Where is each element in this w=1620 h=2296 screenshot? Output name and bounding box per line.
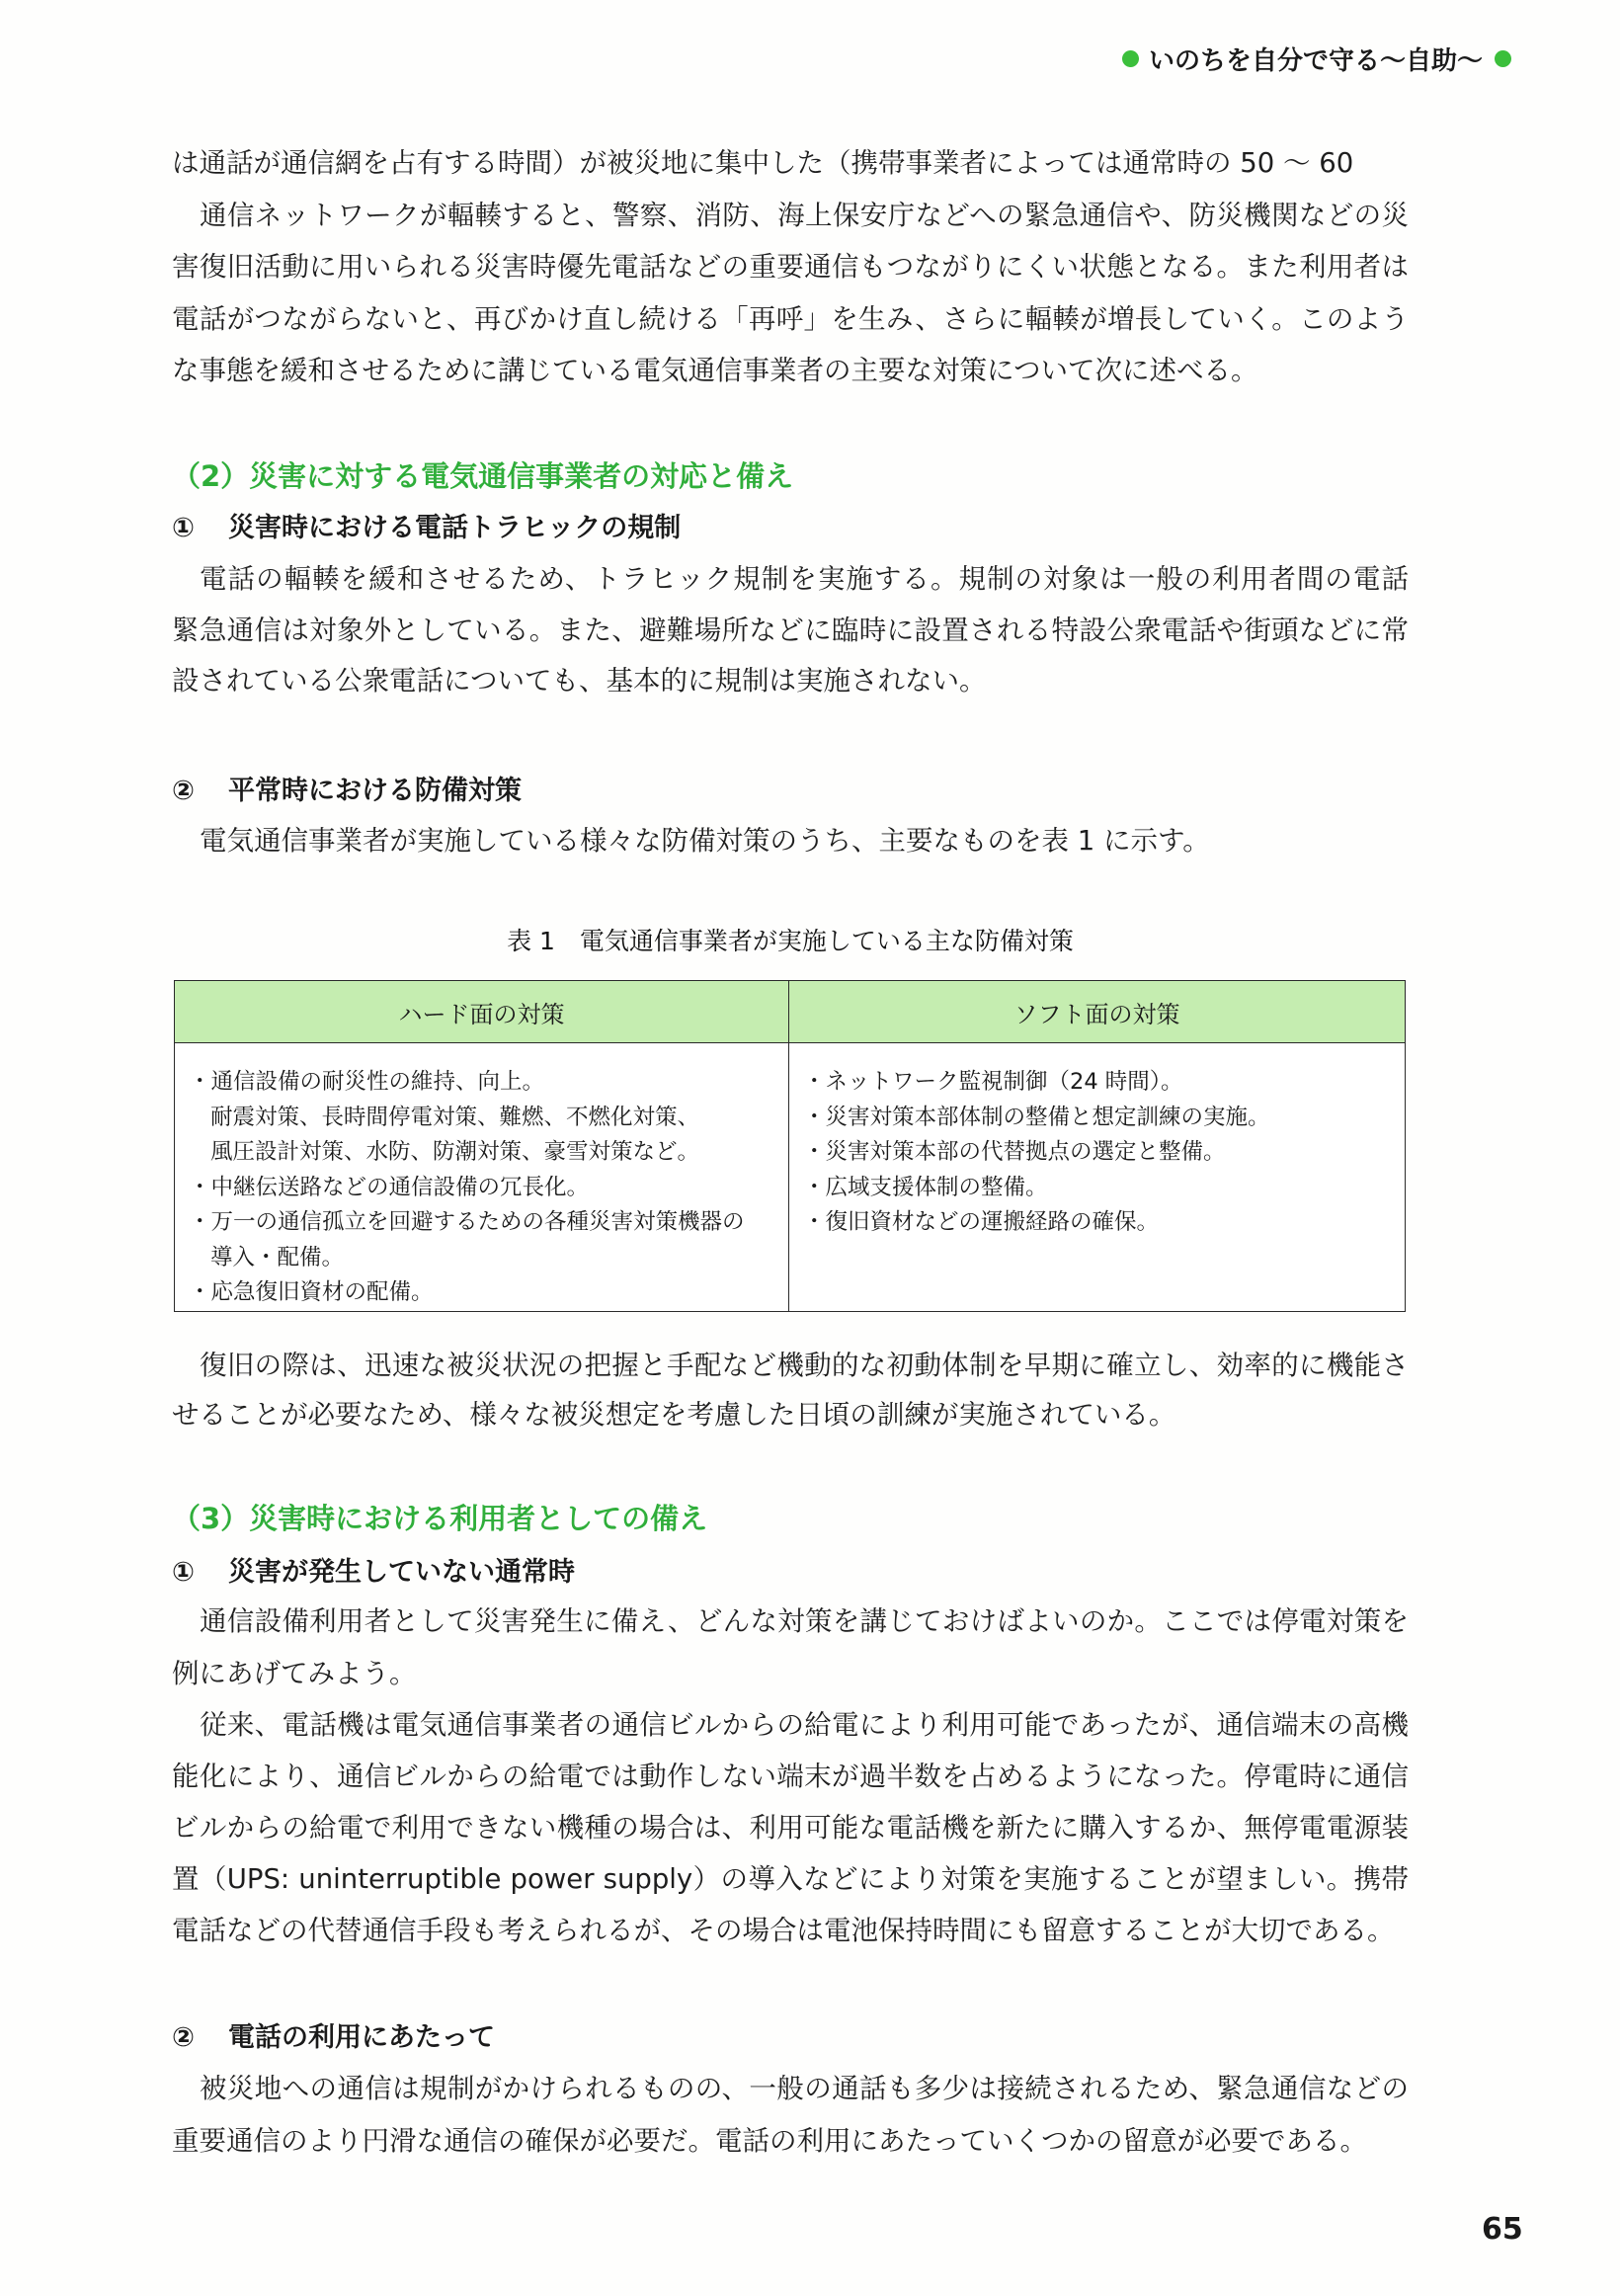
- paragraph-line: 復旧の際は、迅速な被災状況の把握と手配など機動的な初動体制を早期に確立し、効率的に機能さ: [200, 1350, 1409, 1381]
- list-item: ・中継伝送路などの通信設備の冗長化。: [189, 1174, 590, 1200]
- paragraph-line: 電話などの代替通信手段も考えられるが、その場合は電池保持時間にも留意することが大切である。: [172, 1915, 1395, 1946]
- paragraph-power-outage: [172, 1699, 1409, 1956]
- paragraph-recovery: [172, 1341, 1409, 1439]
- list-item: ・広域支援体制の整備。: [803, 1174, 1048, 1200]
- paragraph-line: は通話が通信網を占有する時間）が被災地に集中した（携帯事業者によっては通常時の 50 〜 60: [172, 147, 1354, 179]
- countermeasures-table: [174, 980, 1406, 1312]
- paragraph-line: 害復旧活動に用いられる災害時優先電話などの重要通信もつながりにくい状態となる。また利用者は: [172, 251, 1409, 283]
- paragraph-line: 電話がつながらないと、再びかけ直し続ける「再呼」を生み、さらに輻輳が増長していく。このよう: [172, 302, 1409, 335]
- paragraph-line: 電話の輻輳を緩和させるため、トラヒック規制を実施する。規制の対象は一般の利用者間の電話: [200, 563, 1409, 595]
- list-item-continuation: 耐震対策、長時間停電対策、難燃、不燃化対策、: [210, 1104, 700, 1130]
- paragraph-line: 設されている公衆電話についても、基本的に規制は実施されない。: [172, 665, 987, 697]
- list-item: ・災害対策本部体制の整備と想定訓練の実施。: [803, 1104, 1270, 1130]
- table-caption: 表 1 電気通信事業者が実施している主な防備対策: [507, 927, 1074, 955]
- paragraph-line: 置（UPS: uninterruptible power supply）の導入などにより対策を実施することが望ましい。携帯: [172, 1863, 1409, 1895]
- list-item: ・復旧資材などの運搬経路の確保。: [803, 1209, 1160, 1235]
- paragraph-line: 能化により、通信ビルからの給電では動作しない端末が過半数を占めるようになった。停電時に通信: [172, 1761, 1409, 1792]
- paragraph-prevention: [172, 815, 1409, 866]
- table-header-soft: ソフト面の対策: [789, 981, 1406, 1043]
- paragraph-line: 電気通信事業者が実施している様々な防備対策のうち、主要なものを表 1 に示す。: [200, 825, 1210, 857]
- table-header-hard: ハード面の対策: [175, 981, 789, 1043]
- paragraph-power-outage-intro: [172, 1596, 1409, 1699]
- paragraph-line: 被災地への通信は規制がかけられるものの、一般の通話も多少は接続されるため、緊急通信などの: [200, 2073, 1409, 2104]
- subsection-heading: [172, 2016, 1409, 2060]
- green-dot-icon: [1495, 50, 1511, 67]
- subsection-marker: ②: [172, 776, 195, 806]
- subsection-title: 災害が発生していない通常時: [228, 1557, 575, 1588]
- subsection-title: 平常時における防備対策: [228, 776, 522, 806]
- subsection-heading: [172, 770, 1409, 813]
- section-heading: （3）災害時における利用者としての備え: [172, 1502, 708, 1535]
- list-item: ・応急復旧資材の配備。: [189, 1279, 434, 1305]
- subsection-marker: ②: [172, 2022, 195, 2053]
- subsection-title: 災害時における電話トラヒックの規制: [228, 513, 682, 543]
- paragraph-line: 緊急通信は対象外としている。また、避難場所などに臨時に設置される特設公衆電話や街頭などに常: [172, 614, 1409, 646]
- list-item: ・万一の通信孤立を回避するための各種災害対策機器の: [189, 1209, 745, 1235]
- subsection-heading: [172, 1551, 1409, 1595]
- running-title: いのちを自分で守る〜自助〜: [1148, 45, 1483, 76]
- subsection-title: 電話の利用にあたって: [228, 2022, 495, 2053]
- paragraph-continuation: [172, 137, 1409, 190]
- paragraph-line: 重要通信のより円滑な通信の確保が必要だ。電話の利用にあたっていくつかの留意が必要である。: [172, 2124, 1367, 2157]
- section-heading: （2）災害に対する電気通信事業者の対応と備え: [172, 459, 794, 493]
- paragraph-line: 通信設備利用者として災害発生に備え、どんな対策を講じておけばよいのか。ここでは停電対策を: [200, 1605, 1409, 1637]
- list-item: ・ネットワーク監視制御（24 時間）。: [803, 1069, 1183, 1095]
- paragraph-line: な事態を緩和させるために講じている電気通信事業者の主要な対策について次に述べる。: [172, 355, 1258, 386]
- paragraph-line: ビルからの給電で利用できない機種の場合は、利用可能な電話機を新たに購入するか、無停電電源装: [172, 1812, 1409, 1844]
- running-header: [1122, 40, 1511, 77]
- paragraph-line: 従来、電話機は電気通信事業者の通信ビルからの給電により利用可能であったが、通信端末の高機: [200, 1709, 1409, 1741]
- list-item-continuation: 風圧設計対策、水防、防潮対策、豪雪対策など。: [210, 1139, 700, 1165]
- list-item: ・災害対策本部の代替拠点の選定と整備。: [803, 1139, 1226, 1165]
- table-header-row: [175, 981, 1406, 1043]
- subsection-marker: ①: [172, 1557, 195, 1588]
- paragraph-line: 例にあげてみよう。: [172, 1657, 417, 1689]
- paragraph-congestion: [172, 190, 1409, 397]
- list-item-continuation: 導入・配備。: [210, 1244, 345, 1271]
- paragraph-phone-use: [172, 2063, 1409, 2167]
- list-item: ・通信設備の耐災性の維持、向上。: [189, 1069, 545, 1095]
- table-cell-soft: [789, 1043, 1406, 1312]
- table-cell-hard: [175, 1043, 789, 1312]
- subsection-marker: ①: [172, 513, 195, 543]
- paragraph-line: 通信ネットワークが輻輳すると、警察、消防、海上保安庁などへの緊急通信や、防災機関などの災: [200, 199, 1409, 231]
- paragraph-regulation: [172, 554, 1409, 707]
- paragraph-line: せることが必要なため、様々な被災想定を考慮した日頃の訓練が実施されている。: [172, 1399, 1176, 1431]
- green-dot-icon: [1122, 50, 1139, 67]
- page-number: 65: [1482, 2212, 1523, 2247]
- table-row: [175, 1043, 1406, 1312]
- subsection-heading: [172, 507, 1409, 550]
